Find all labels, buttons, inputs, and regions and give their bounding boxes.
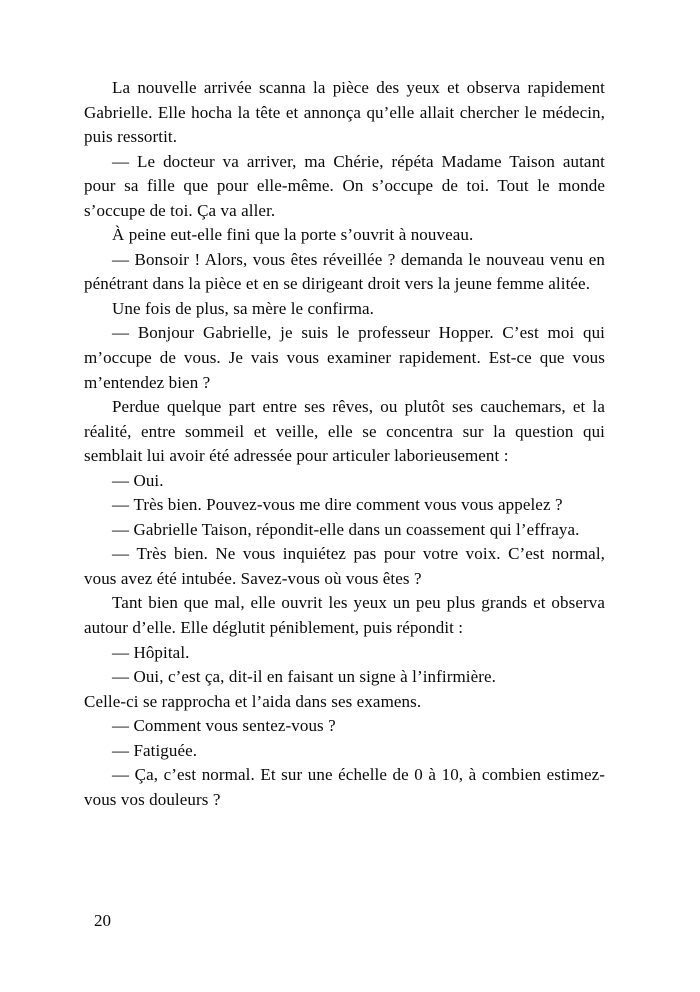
paragraph: Une fois de plus, sa mère le confirma. bbox=[112, 298, 375, 318]
paragraph: — Oui. bbox=[112, 470, 164, 490]
paragraph: — Bonjour Gabrielle, je suis le professeur Hopper. C’est moi qui m’occupe de vous. Je vais vous examiner rapidement. Est-ce que vous m’entendez bien ? bbox=[84, 323, 605, 392]
body-text bbox=[84, 76, 605, 812]
paragraph: — Très bien. Pouvez-vous me dire comment vous vous appelez ? bbox=[112, 495, 563, 515]
paragraph: À peine eut-elle fini que la porte s’ouvrit à nouveau. bbox=[112, 225, 474, 245]
paragraph: La nouvelle arrivée scanna la pièce des yeux et observa rapidement Gabrielle. Elle hocha la tête et annonça qu’elle allait chercher le médecin, puis ressortit. bbox=[84, 78, 605, 147]
paragraph: — Gabrielle Taison, répondit-elle dans un coassement qui l’effraya. bbox=[112, 519, 580, 539]
paragraph: — Le docteur va arriver, ma Chérie, répéta Madame Taison autant pour sa fille que pour elle-même. On s’occupe de toi. Tout le monde s’occupe de toi. Ça va aller. bbox=[84, 151, 605, 220]
paragraph: Perdue quelque part entre ses rêves, ou plutôt ses cauchemars, et la réalité, entre sommeil et veille, elle se concentra sur la question qui semblait lui avoir été adressée pour articuler laborieusement : bbox=[84, 397, 605, 466]
paragraph: Celle-ci se rapprocha et l’aida dans ses examens. bbox=[84, 691, 422, 711]
paragraph: — Très bien. Ne vous inquiétez pas pour votre voix. C’est normal, vous avez été intubée. Savez-vous où vous êtes ? bbox=[84, 544, 605, 588]
paragraph: — Ça, c’est normal. Et sur une échelle de 0 à 10, à combien estimez-vous vos douleurs ? bbox=[84, 765, 605, 809]
paragraph: — Comment vous sentez-vous ? bbox=[112, 716, 336, 736]
paragraph: — Hôpital. bbox=[112, 642, 190, 662]
paragraph: — Fatiguée. bbox=[112, 740, 198, 760]
page-number: 20 bbox=[94, 911, 111, 930]
paragraph: Tant bien que mal, elle ouvrit les yeux un peu plus grands et observa autour d’elle. Elle déglutit péniblement, puis répondit : bbox=[84, 593, 605, 638]
paragraph: — Bonsoir ! Alors, vous êtes réveillée ? demanda le nouveau venu en pénétrant dans la pièce et en se dirigeant droit vers la jeune femme alitée. bbox=[84, 249, 605, 294]
paragraph: — Oui, c’est ça, dit-il en faisant un signe à l’infirmière. bbox=[112, 667, 497, 687]
